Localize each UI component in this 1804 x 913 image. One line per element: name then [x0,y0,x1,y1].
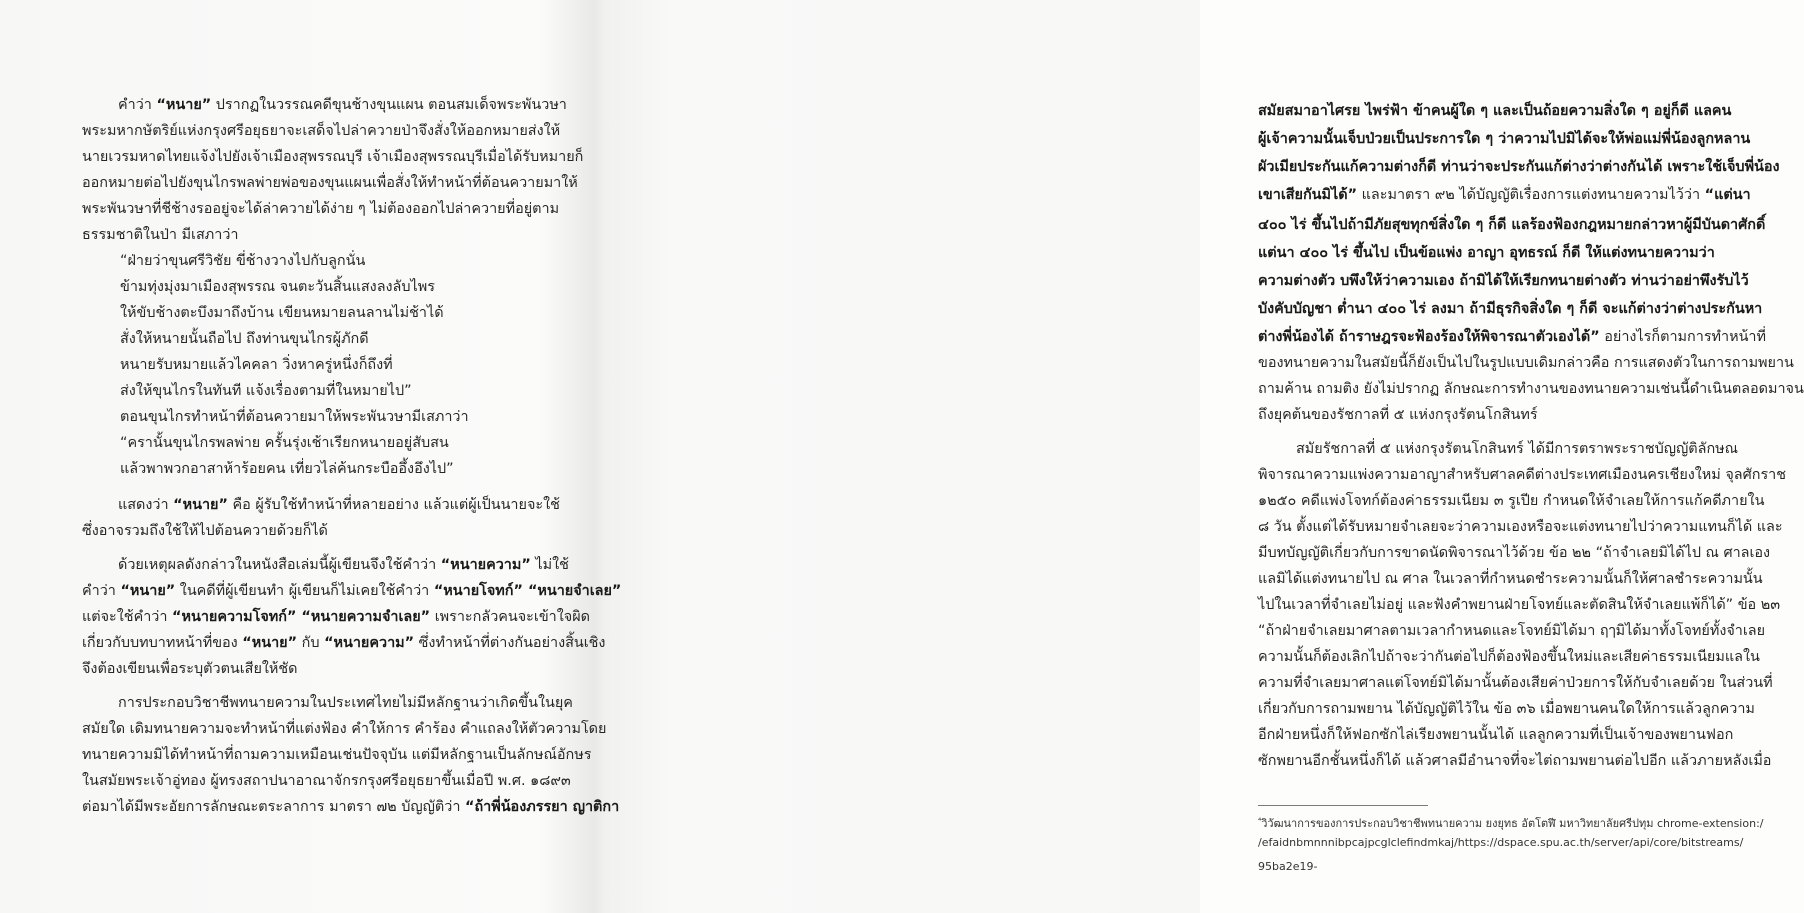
text-segment: พิจารณาความแพ่งความอาญาสำหรับศาลคดีต่างประเทศเมืองนครเชียงใหม่ จุลศักราช [1258,467,1787,483]
left-page-text-line [120,300,444,326]
right-page-text-line [1258,748,1771,774]
text-segment: แสดงว่า [118,497,174,513]
text-segment: เกี่ยวกับการถามพยาน ได้บัญญัติไว้ใน ข้อ ๓๖ เมื่อพยานคนใดให้การแล้วลูกความ [1258,701,1755,717]
text-segment: ให้ขับช้างตะบึงมาถึงบ้าน เขียนหมายลนลานไม่ช้าได้ [120,305,444,321]
left-page-text-line [120,378,412,404]
text-segment: ส่งให้ขุนไกรในทันที แจ้งเรื่องตามที่ในหมายไป” [120,383,412,399]
text-segment: ไปในเวลาที่จำเลยไม่อยู่ และฟังคำพยานฝ่ายโจทย์และตัดสินให้จำเลยแพ้ก็ได้” ข้อ ๒๓ [1258,597,1781,613]
left-page-text-line [82,196,559,222]
text-segment: ซึ่งทำหน้าที่ต่างกันอย่างสิ้นเชิง [414,635,606,651]
bold-term: สมัยสมาอาไศรย ไพร่ฟ้า ข้าคนผู้ใด ๆ และเป็นถ้อยความสิ่งใด ๆ อยู่ก็ดี แลคน [1258,103,1732,119]
text-segment: ถามค้าน ถามติง ยังไม่ปรากฏ ลักษณะการทำงานของทนายความเช่นนี้ดำเนินตลอดมาจน [1258,381,1804,397]
text-segment: ในสมัยพระเจ้าอู่ทอง ผู้ทรงสถาปนาอาณาจักรกรุงศรีอยุธยาขึ้นเมื่อปี พ.ศ. ๑๘๙๓ [82,773,571,789]
text-segment: “ครานั้นขุนไกรพลพ่าย ครั้นรุ่งเช้าเรียกหนายอยู่สับสน [120,435,449,451]
text-segment: แต่จะใช้คำว่า [82,609,173,625]
text-segment: สั่งให้หนายนั้นถือไป ถึงท่านขุนไกรผู้ภักดี [120,331,369,347]
right-page-text-line [1258,402,1538,428]
left-page-text-line [82,630,605,656]
right-page-text-line [1258,154,1780,180]
footnote-line-2: /efaidnbmnnnibpcajpcglclefindmkaj/https://dspace.spu.ac.th/server/api/core/bitstreams/ [1258,836,1744,849]
text-segment: พระมหากษัตริย์แห่งกรุงศรีอยุธยาจะเสด็จไปล่าควายป่าจึงสั่งให้ออกหมายส่งให้ [82,123,561,139]
bold-term: ต่างพี่น้องได้ ถ้าราษฎรจะฟ้องร้องให้พิจารณาตัวเองได้” [1258,329,1600,345]
bold-term: บังคับบัญชา ต่ำนา ๔๐๐ ไร่ ลงมา ถ้ามีธุรกิจสิ่งใด ๆ ก็ดี จะแก้ต่างว่าต่างประกันหา [1258,301,1763,317]
left-page-text-line [120,456,454,482]
bold-term: ๔๐๐ ไร่ ขึ้นไปถ้ามีภัยสุขทุกข์สิ่งใด ๆ ก็ดี แลร้องฟ้องกฎหมายกล่าวหาผู้มีบันดาศักดิ์ [1258,217,1766,233]
text-segment: ถึงยุคต้นของรัชกาลที่ ๕ แห่งกรุงรัตนโกสินทร์ [1258,407,1538,423]
left-page-text-line [82,578,621,604]
left-page-text-line [120,274,435,300]
text-segment: เกี่ยวกับบทบาทหน้าที่ของ [82,635,243,651]
text-segment: ด้วยเหตุผลดังกล่าวในหนังสือเล่มนี้ผู้เขียนจึงใช้คำว่า [118,557,441,573]
right-page-text-line [1258,722,1733,748]
right-page-text-line [1258,350,1794,376]
text-segment: คำว่า [118,97,157,113]
left-page-text-line [82,144,583,170]
left-page-text-line [118,92,567,118]
text-segment: และมาตรา ๙๒ ได้บัญญัติเรื่องการแต่งทนายความไว้ว่า [1357,187,1705,203]
text-segment: แลมิได้แต่งทนายไป ณ ศาล ในเวลาที่กำหนดชำระความนั้นก็ให้ศาลชำระความนั้น [1258,571,1763,587]
bold-term: “หนายโจทก์” “หนายจำเลย” [433,583,622,599]
text-segment: ในคดีที่ผู้เขียนทำ ผู้เขียนก็ไม่เคยใช้คำว่า [175,583,434,599]
left-page-text-line [120,248,365,274]
text-segment: ไม่ใช้ [530,557,569,573]
left-page-text-line [120,326,369,352]
right-page-text-line [1258,182,1751,208]
left-page-text-line [120,430,449,456]
left-page-text-line [118,690,573,716]
text-segment: “ถ้าฝ่ายจำเลยมาศาลตามเวลากำหนดและโจทย์มิได้มา ฤๅมิได้มาทั้งโจทย์ทั้งจำเลย [1258,623,1766,639]
text-segment: ซักพยานอีกชั้นหนึ่งก็ได้ แล้วศาลมีอำนาจที่จะไต่ถามพยานต่อไปอีก แล้วภายหลังเมื่อ [1258,753,1772,769]
right-page-text-line [1258,644,1760,670]
right-page-text-line [1258,696,1755,722]
bold-term: “หนาย” [242,635,298,651]
bold-term: “หนายความ” [324,635,415,651]
text-segment: นายเวรมหาดไทยแจ้งไปยังเจ้าเมืองสุพรรณบุรี เจ้าเมืองสุพรรณบุรีเมื่อได้รับหมายก็ [82,149,584,165]
text-segment: สมัยใด เดิมทนายความจะทำหน้าที่แต่งฟ้อง คำให้การ คำร้อง คำแถลงให้ตัวความโดย [82,721,607,737]
left-page-text-line [82,222,239,248]
right-page-text-line [1258,376,1804,402]
left-page-text-line [82,716,606,742]
left-page-text-line [82,518,328,544]
right-page [600,0,1804,913]
text-segment: ๘ วัน ตั้งแต่ได้รับหมายจำเลยจะว่าความเองหรือจะแต่งทนายไปว่าความแทนก็ได้ และ [1258,519,1783,535]
right-page-text-line [1258,212,1765,238]
right-page-text-line [1258,618,1765,644]
right-page-text-line [1258,324,1766,350]
right-page-text-line [1258,488,1764,514]
text-segment: คือ ผู้รับใช้ทำหน้าที่หลายอย่าง แล้วแต่ผู้เป็นนายจะใช้ [227,497,560,513]
text-segment: ออกหมายต่อไปยังขุนไกรพลพ่ายพ่อของขุนแผนเพื่อสั่งให้ทำหน้าที่ต้อนควายมาให้ [82,175,578,191]
bold-term: “หนายความ” [440,557,531,573]
left-page-text-line [120,404,469,430]
text-segment: เพราะกลัวคนจะเข้าใจผิด [430,609,590,625]
bold-term: “หนาย” [120,583,176,599]
text-segment: คำว่า [82,583,121,599]
text-segment: หนายรับหมายแล้วไคคลา วิ่งหาครู่หนึ่งก็ถึงที่ [120,357,393,373]
right-page-text-line [1258,540,1770,566]
right-page-text-line [1258,126,1750,152]
left-page-text-line [118,552,569,578]
text-segment: อีกฝ่ายหนึ่งก็ให้ฟอกซักไล่เรียงพยานนั้นได้ แลลูกความที่เป็นเจ้าของพยานฟอก [1258,727,1734,743]
text-segment: อย่างไรก็ตามการทำหน้าที่ [1599,329,1767,345]
text-segment: ข้ามทุ่งมุ่งมาเมืองสุพรรณ จนตะวันสิ้นแสงลงลับไพร [120,279,435,295]
left-page-text-line [118,492,560,518]
text-segment: “ฝ่ายว่าขุนศรีวิชัย ขี่ช้างวางไปกับลูกนั่น [120,253,366,269]
text-segment: ปรากฏในวรรณคดีขุนช้างขุนแผน ตอนสมเด็จพระพันวษา [211,97,567,113]
text-segment: ธรรมชาติในป่า มีเสภาว่า [82,227,239,243]
text-segment: แล้วพาพวกอาสาห้าร้อยคน เที่ยวไล่ค้นกระบืออึ้งอึงไป” [120,461,454,477]
text-segment: ทนายความมิได้ทำหน้าที่ถามความเหมือนเช่นปัจจุบัน แต่มีหลักฐานเป็นลักษณ์อักษร [82,747,592,763]
text-segment: ความที่จำเลยมาศาลแต่โจทย์มิได้มานั้นต้องเสียค่าป่วยการให้กับจำเลยด้วย ในส่วนที่ [1258,675,1773,691]
left-page-text-line [82,742,591,768]
bold-term: ผัวเมียประกันแก้ความต่างก็ดี ท่านว่าจะประกันแก้ต่างว่าต่างกันได้ เพราะใช้เจ็บพี่น้อง [1258,159,1780,175]
bold-term: “แต่นา [1704,187,1751,203]
right-page-text-line [1258,296,1762,322]
text-segment: การประกอบวิชาชีพทนายความในประเทศไทยไม่มีหลักฐานว่าเกิดขึ้นในยุค [118,695,573,711]
text-segment: จึงต้องเขียนเพื่อระบุตัวตนเสียให้ชัด [82,661,298,677]
text-segment: ความนั้นก็ต้องเลิกไปถ้าจะว่ากันต่อไปก็ต้องฟ้องขึ้นใหม่และเสียค่าธรรมเนียมแลใน [1258,649,1760,665]
right-page-text-line [1258,566,1763,592]
right-page-text-line [1258,514,1783,540]
left-page-text-line [82,170,578,196]
bold-term: ความต่างตัว บพึงให้ว่าความเอง ถ้ามิได้ให้เรียกทนายต่างตัว ท่านว่าอย่าพึงรับไว้ [1258,273,1749,289]
left-page-text-line [82,604,590,630]
bold-term: ผู้เจ้าความนั้นเจ็บป่วยเป็นประการใด ๆ ว่าความไปมิได้จะให้พ่อแม่พี่น้องลูกหลาน [1258,131,1751,147]
footnote-marker: ⁴ [1258,816,1262,825]
left-page-text-line [82,656,298,682]
left-page-text-line [82,118,560,144]
left-page-text-line [82,768,571,794]
bold-term: “หนาย” [173,497,228,513]
footnote-line-3: 95ba2e19- [1258,860,1318,873]
right-page-text-line [1296,436,1738,462]
bold-term: “หนายความโจทก์” “หนายความจำเลย” [172,609,431,625]
right-page-text-line [1258,592,1780,618]
left-page-text-line [82,794,619,820]
right-page-text-line [1258,670,1773,696]
text-segment: ซึ่งอาจรวมถึงใช้ให้ไปต้อนควายด้วยก็ได้ [82,523,328,539]
left-page [0,0,622,913]
bold-term: แต่นา ๔๐๐ ไร่ ขึ้นไป เป็นข้อแพ่ง อาญา อุทธรณ์ ก็ดี ให้แต่งทนายความว่า [1258,245,1715,261]
footnote-line-1: $^{^4}$วิวัฒนาการของการประกอบวิชาชีพทนายความ ยงยุทธ อัตโตฬี มหาวิทยาลัยศรีปทุม chrome-extension:/ [1258,816,1764,830]
right-page-text-line [1258,268,1749,294]
right-page-text-line [1258,462,1786,488]
left-page-text-line [120,352,393,378]
text-segment: ต่อมาได้มีพระอัยการลักษณะตระลาการ มาตรา ๗๒ บัญญัติว่า [82,799,465,815]
bold-term: “หนาย” [156,97,212,113]
right-page-text-line [1258,98,1731,124]
text-segment: ตอนขุนไกรทำหน้าที่ต้อนควายมาให้พระพันวษามีเสภาว่า [120,409,469,425]
right-page-text-line [1258,240,1715,266]
text-segment: พระพันวษาที่ชีช้างรออยู่จะได้ล่าควายได้ง่าย ๆ ไม่ต้องออกไปล่าควายที่อยู่ตาม [82,201,560,217]
text-segment: ๑๒๕๐ คดีแพ่งโจทก์ต้องค่าธรรมเนียม ๓ รูเปีย กำหนดให้จำเลยให้การแก้คดีภายใน [1258,493,1765,509]
text-segment: ของทนายความในสมัยนี้ก็ยังเป็นไปในรูปแบบเดิมกล่าวคือ การแสดงตัวในการถามพยาน [1258,355,1794,371]
bold-term: เขาเสียกันมิได้” [1258,187,1358,203]
text-segment: สมัยรัชกาลที่ ๕ แห่งกรุงรัตนโกสินทร์ ได้มีการตราพระราชบัญญัติลักษณ [1296,441,1738,457]
text-segment: มีบทบัญญัติเกี่ยวกับการขาดนัดพิจารณาไว้ด้วย ข้อ ๒๒ “ถ้าจำเลยมิได้ไป ณ ศาลเอง [1258,545,1771,561]
footnote-rule [1258,805,1428,806]
text-segment: กับ [297,635,325,651]
bold-term: “ถ้าพี่น้องภรรยา ญาติกา [464,799,620,815]
